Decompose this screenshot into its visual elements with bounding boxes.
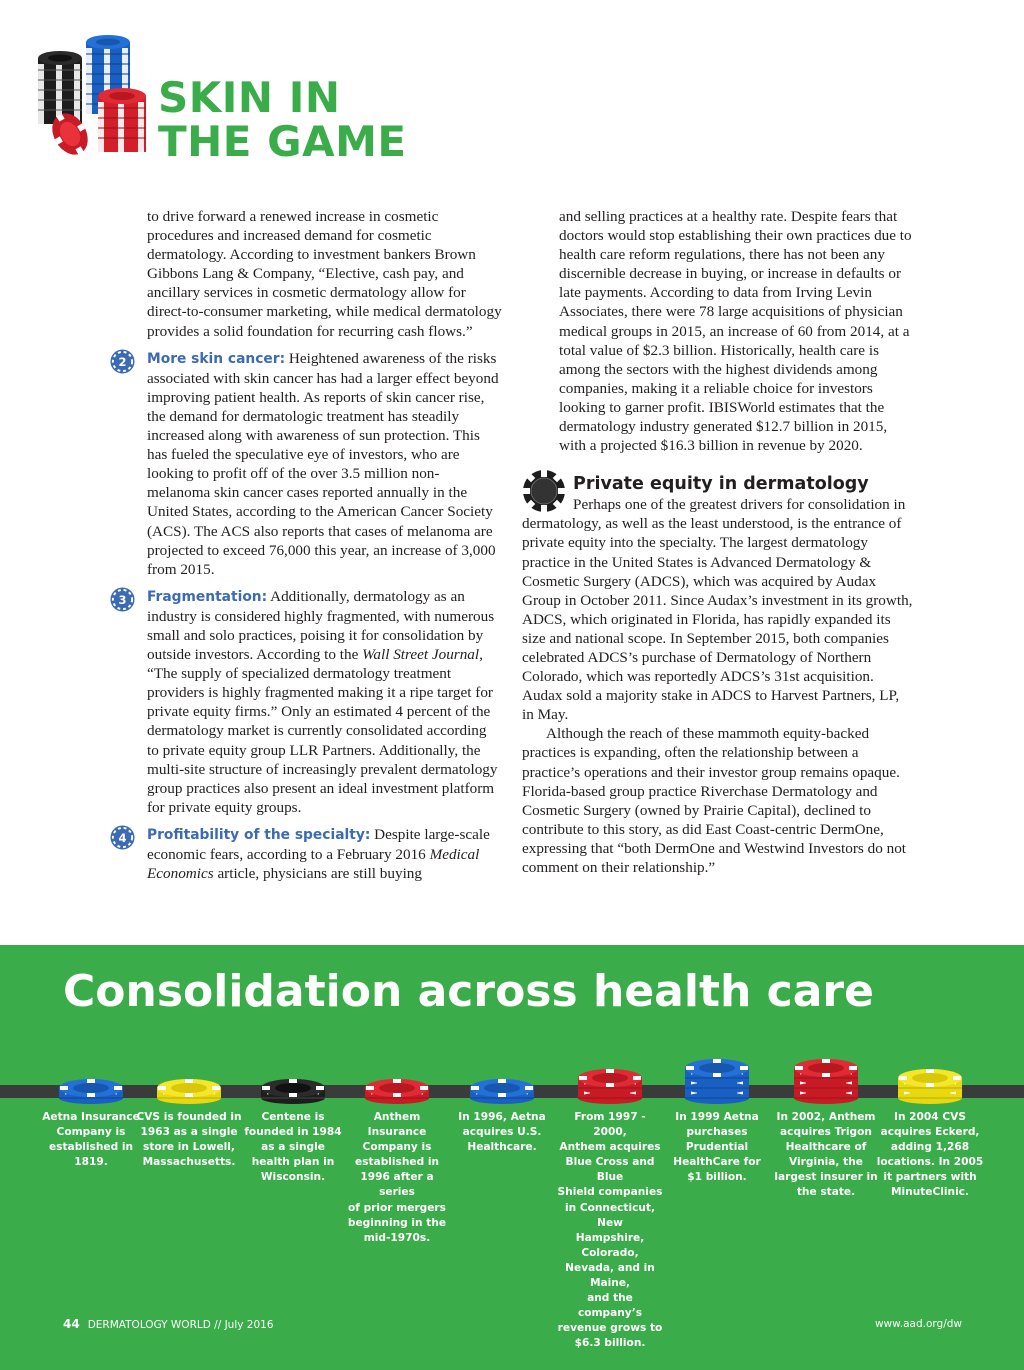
badge-number: 2 [118,354,127,369]
section-title [158,73,407,166]
timeline-chip-icon [466,1044,538,1104]
timeline-caption: In 1996, Aetna acquires U.S. Healthcare. [458,1111,546,1154]
private-equity-section [522,473,914,877]
list-item-4 [118,825,502,883]
item-emphasis: Medical Economics [147,846,480,883]
pe-paragraph-1: Perhaps one of the greatest drivers for consolidation in dermatology, as well as the least understood, is the entrance of private equity into the specialty. The largest dermatology practice in the United States is Advanced Dermatology & Cosmetic Surgery (ADCS), which was acquired by Audax Group in October 2011. Since Audax’s investment in its growth, ADCS, which originated in Florida, has rapidly expanded its size and national scope. In September 2015, both companies celebrated ADCS’s purchase of Dermatology of Northern Colorado, which was reportedly ADCS’s 31st acquisition. Audax sold a majority stake in ADCS to Harvest Partners, LP, in May. [522,496,913,724]
timeline-caption: Anthem Insurance Company is established in 1996 after a series of prior mergers beginning in the mid-1970s. [347,1111,447,1244]
publication-name: DERMATOLOGY WORLD [87,1319,211,1331]
item-emphasis: Wall Street Journal [362,646,480,664]
timeline-chip-icon [361,1044,433,1104]
footer-url: www.aad.org/dw [874,1318,962,1330]
continuation-paragraph: and selling practices at a healthy rate. Despite fears that doctors would stop establishing their own practices due to health care reform regulations, there has not been any discernible decrease in buying, or increase in defaults or late payments. According to data from Irving Levin Associates, there were 78 large acquisitions of physician medical groups in 2015, an increase of 60 from 2014, at a total value of $2.3 billion. Historically, health care is among the sectors with the highest dividends among companies, making it a reliable choice for investors looking to garner profit. IBISWorld estimates that the dermatology industry generated $12.7 billion in 2015, with a projected $16.3 billion in revenue by 2020. [559,208,912,455]
page-number: 44 [63,1317,80,1331]
item-lead: More skin cancer: [147,350,286,367]
badge-number: 3 [118,592,127,607]
band-title: Consolidation across health care [63,966,874,1017]
timeline-caption: From 1997 - 2000, Anthem acquires Blue Cross and Blue Shield companies in Connecticut, New Hampshire, Colorado, Nevada, and in Maine, and the company’s revenue grows to $6.3 billion. [557,1111,663,1350]
item-paragraph [147,587,502,817]
timeline-caption: CVS is founded in 1963 as a single store in Lowell, Massachusetts. [136,1111,242,1169]
item-text: Additionally, dermatology as an industry is considered highly fragmented, with numerous small and solo practices, poising it for consolidation by outside investors. According to the [147,587,495,664]
number-badge-icon [110,825,135,850]
item-text: Heightened awareness of the risks associated with skin cancer has had a larger effect beyond improving patient health. As reports of skin cancer rise, the demand for dermatologic treatment has steadily increased along with awareness of sun protection. This has fueled the speculative eye of investors, who are looking to profit off of the over 3.5 million non-melanoma skin cancer cases reported annually in the United States, according to the American Cancer Society (ACS). The ACS also reports that cases of melanoma are projected to exceed 76,000 this year, an increase of 3,000 from 2015. [147,349,499,578]
item-text: article, physicians are still buying [213,865,422,883]
timeline-chip-icon [574,1044,646,1104]
timeline-chip-icon [681,1044,753,1104]
left-column [118,207,502,883]
item-lead: Fragmentation: [147,588,268,605]
list-item-2 [118,349,502,579]
item-text: , “The supply of specialized dermatology treatment providers is highly fragmented making it a ripe target for private equity firms.” Only an estimated 4 percent of the dermatology market is currently consolidated according to private equity group LLR Partners. Additionally, the multi-site structure of increasingly prevalent dermatology group practices also present an ideal investment platform for private equity groups. [147,646,498,816]
badge-number: 4 [118,830,127,845]
item-lead: Profitability of the specialty: [147,826,371,843]
pe-paragraph-2: Although the reach of these mammoth equity-backed practices is expanding, often the relationship between a practice’s operations and their investor group remains opaque. Florida-based group practice Riverchase Dermatology and Cosmetic Surgery (owned by Prairie Capital), declined to contribute to this story, as did East Coast-centric DermOne, expressing that “both DermOne and Westwind Investors do not comment on their relationship.” [522,725,907,876]
timeline-caption: In 1999 Aetna purchases Prudential HealthCare for $1 billion. [673,1111,761,1184]
timeline-caption: In 2004 CVS acquires Eckerd, adding 1,268 locations. In 2005 it partners with MinuteClinic. [876,1111,984,1199]
timeline-caption: Aetna Insurance Company is established in 1819. [42,1111,140,1169]
poker-chips-icon [30,30,160,160]
timeline-chip-icon [257,1044,329,1104]
item-text: Despite large-scale economic fears, according to a February 2016 [147,825,490,863]
list-item-3 [118,587,502,817]
timeline-chip-icon [894,1044,966,1104]
timeline-chip-icon [153,1044,225,1104]
timeline-caption: Centene is founded in 1984 as a single health plan in Wisconsin. [244,1111,342,1184]
footer-left [63,1317,274,1331]
issue-date: // July 2016 [210,1319,274,1331]
section-heading: Private equity in dermatology [573,474,869,495]
title-line-1: SKIN IN [158,73,341,122]
item-paragraph [147,825,502,883]
timeline-chip-icon [790,1044,862,1104]
number-badge-icon [110,587,135,612]
poker-chip-icon [522,469,566,513]
title-line-2: THE GAME [158,117,407,166]
intro-paragraph: to drive forward a renewed increase in cosmetic procedures and increased demand for cosmetic dermatology. According to investment bankers Brown Gibbons Lang & Company, “Elective, cash pay, and ancillary services in cosmetic dermatology allow for direct-to-consumer marketing, while medical dermatology provides a solid foundation for recurring cash flows.” [147,208,502,340]
timeline-caption: In 2002, Anthem acquires Trigon Healthcare of Virginia, the largest insurer in the state. [774,1111,878,1199]
timeline-chip-icon [55,1044,127,1104]
number-badge-icon [110,349,135,374]
right-column [522,207,914,877]
item-paragraph [147,349,502,579]
